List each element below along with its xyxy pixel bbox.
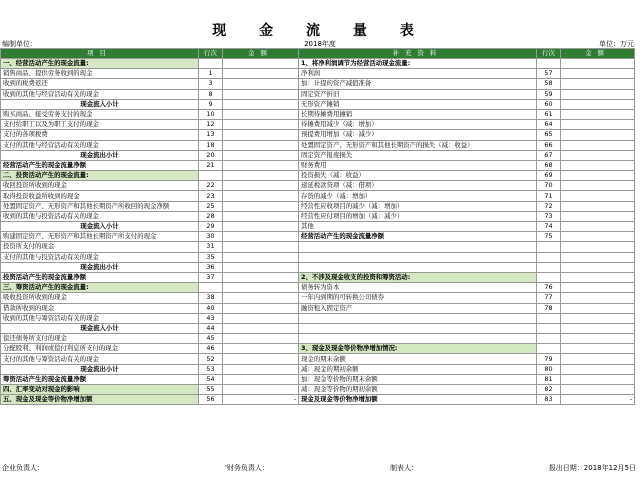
row-supplement-line: 73 xyxy=(537,211,561,221)
row-supplement-label: 递延税款贷项（减：借项） xyxy=(299,181,537,191)
row-supplement-label xyxy=(299,313,537,323)
row-item-label: 支付的其他与经营活动有关的现金 xyxy=(1,140,199,150)
row-supplement-amount xyxy=(561,232,635,242)
row-line-number: 25 xyxy=(199,201,223,211)
row-supplement-line: 66 xyxy=(537,140,561,150)
row-item-label: 支付的其他与投资活动有关的现金 xyxy=(1,252,199,262)
row-amount xyxy=(223,364,299,374)
table-row xyxy=(1,99,635,109)
row-item-label: 偿还债务所支付的现金 xyxy=(1,334,199,344)
row-amount xyxy=(223,160,299,170)
row-supplement-line: 77 xyxy=(537,293,561,303)
row-line-number: 38 xyxy=(199,293,223,303)
row-supplement-line xyxy=(537,262,561,272)
row-supplement-amount xyxy=(561,160,635,170)
row-supplement-label: 存货的减少（减：增加） xyxy=(299,191,537,201)
row-item-label: 现金流入小计 xyxy=(1,323,199,333)
row-amount xyxy=(223,89,299,99)
row-item-label: 现金流出小计 xyxy=(1,262,199,272)
currency-unit: 单位：万元 xyxy=(599,40,634,48)
row-supplement-line: 80 xyxy=(537,364,561,374)
row-item-label: 取得投资收益所收到的现金 xyxy=(1,191,199,201)
table-row xyxy=(1,313,635,323)
row-amount xyxy=(223,293,299,303)
row-supplement-label xyxy=(299,262,537,272)
row-supplement-line xyxy=(537,59,561,69)
row-amount xyxy=(223,222,299,232)
row-supplement-line xyxy=(537,252,561,262)
row-supplement-label: 其他 xyxy=(299,222,537,232)
row-amount xyxy=(223,283,299,293)
row-item-label: 现金流出小计 xyxy=(1,364,199,374)
row-line-number: 36 xyxy=(199,262,223,272)
row-supplement-amount xyxy=(561,303,635,313)
row-line-number: 30 xyxy=(199,232,223,242)
table-row xyxy=(1,201,635,211)
row-amount xyxy=(223,140,299,150)
row-supplement-label: 固定资产折旧 xyxy=(299,89,537,99)
row-supplement-line: 65 xyxy=(537,130,561,140)
row-supplement-line: 74 xyxy=(537,222,561,232)
row-supplement-line: 57 xyxy=(537,69,561,79)
row-supplement-line: 81 xyxy=(537,374,561,384)
row-line-number: 43 xyxy=(199,313,223,323)
table-row xyxy=(1,130,635,140)
head-label: 企业负责人： xyxy=(2,464,44,472)
row-amount xyxy=(223,272,299,282)
row-item-label: 收到的其他与投资活动有关的现金 xyxy=(1,211,199,221)
row-supplement-label: 长期待摊费用摊销 xyxy=(299,109,537,119)
row-item-label: 购买商品、接受劳务支付的现金 xyxy=(1,109,199,119)
row-supplement-label: 无形资产摊销 xyxy=(299,99,537,109)
row-item-label: 投资所支付的现金 xyxy=(1,242,199,252)
row-amount xyxy=(223,150,299,160)
row-supplement-amount xyxy=(561,242,635,252)
row-supplement-label: 加：现金等价物的期末余额 xyxy=(299,374,537,384)
row-line-number: 23 xyxy=(199,191,223,201)
row-supplement-label: 融资租入固定资产 xyxy=(299,303,537,313)
row-item-label: 现金流入小计 xyxy=(1,222,199,232)
row-supplement-label: 经营活动产生的现金流量净额 xyxy=(299,232,537,242)
table-row xyxy=(1,262,635,272)
row-supplement-label: 经营性应收项目的减少（减：增加） xyxy=(299,201,537,211)
table-row xyxy=(1,150,635,160)
row-line-number: 1 xyxy=(199,69,223,79)
row-supplement-line xyxy=(537,323,561,333)
row-line-number: 35 xyxy=(199,252,223,262)
row-supplement-amount xyxy=(561,69,635,79)
row-supplement-line: 68 xyxy=(537,160,561,170)
row-supplement-label: 1、将净利润调节为经营活动现金流量: xyxy=(299,59,537,69)
row-supplement-line: 76 xyxy=(537,283,561,293)
row-supplement-label: 减：现金等价物的期初余额 xyxy=(299,385,537,395)
table-row xyxy=(1,303,635,313)
row-line-number: 9 xyxy=(199,99,223,109)
row-amount xyxy=(223,99,299,109)
row-supplement-line: 79 xyxy=(537,354,561,364)
row-amount xyxy=(223,354,299,364)
row-line-number: 8 xyxy=(199,89,223,99)
row-line-number: 53 xyxy=(199,364,223,374)
row-line-number: 40 xyxy=(199,303,223,313)
row-amount xyxy=(223,59,299,69)
row-supplement-label: 预提费用增加（减：减少） xyxy=(299,130,537,140)
row-line-number: 13 xyxy=(199,130,223,140)
header-item: 项目 xyxy=(1,49,199,59)
row-supplement-line: 58 xyxy=(537,79,561,89)
row-supplement-amount xyxy=(561,385,635,395)
row-supplement-line: 60 xyxy=(537,99,561,109)
row-item-label: 收到的其他与经营活动有关的现金 xyxy=(1,89,199,99)
row-supplement-label: 财务费用 xyxy=(299,160,537,170)
row-amount xyxy=(223,69,299,79)
company-label: 编制单位: xyxy=(2,40,33,48)
row-supplement-line: 59 xyxy=(537,89,561,99)
row-line-number xyxy=(199,283,223,293)
row-item-label: 吸收投资所收到的现金 xyxy=(1,293,199,303)
row-line-number: 10 xyxy=(199,109,223,119)
row-supplement-amount xyxy=(561,150,635,160)
row-amount xyxy=(223,120,299,130)
row-supplement-line: 78 xyxy=(537,303,561,313)
row-supplement-label: 处置固定资产、无形资产和其他长期资产的损失（减：收益） xyxy=(299,140,537,150)
row-item-label: 借款所收到的现金 xyxy=(1,303,199,313)
row-supplement-amount xyxy=(561,59,635,69)
row-item-label: 投资活动产生的现金流量净额 xyxy=(1,272,199,282)
finance-label: '财务负责人： xyxy=(225,464,269,472)
row-amount xyxy=(223,171,299,181)
row-supplement-line xyxy=(537,313,561,323)
row-supplement-label: 债务转为资本 xyxy=(299,283,537,293)
row-supplement-amount xyxy=(561,120,635,130)
row-amount xyxy=(223,344,299,354)
row-line-number: 55 xyxy=(199,385,223,395)
cash-flow-table xyxy=(0,48,635,405)
header-supplement: 补充资料 xyxy=(299,49,537,59)
row-supplement-amount xyxy=(561,222,635,232)
row-item-label: 三、筹资活动产生的现金流量: xyxy=(1,283,199,293)
header-line: 行次 xyxy=(199,49,223,59)
row-item-label: 支付的其他与筹资活动有关的现金 xyxy=(1,354,199,364)
row-supplement-line: 70 xyxy=(537,181,561,191)
row-supplement-line: 67 xyxy=(537,150,561,160)
row-supplement-line xyxy=(537,334,561,344)
header-amount-right: 金额 xyxy=(561,49,635,59)
row-supplement-amount xyxy=(561,171,635,181)
row-supplement-label: 减：现金的期初余额 xyxy=(299,364,537,374)
row-supplement-amount xyxy=(561,89,635,99)
row-item-label: 处置固定资产、无形资产和其他长期资产所收回的现金净额 xyxy=(1,201,199,211)
row-supplement-amount xyxy=(561,323,635,333)
row-amount xyxy=(223,201,299,211)
row-supplement-amount xyxy=(561,211,635,221)
row-supplement-label xyxy=(299,323,537,333)
row-line-number: 12 xyxy=(199,120,223,130)
row-line-number: 21 xyxy=(199,160,223,170)
row-item-label: 收回投资所收到的现金 xyxy=(1,181,199,191)
row-line-number: 46 xyxy=(199,344,223,354)
header-amount: 金额 xyxy=(223,49,299,59)
row-item-label: 四、汇率变动对现金的影响 xyxy=(1,385,199,395)
row-amount: - xyxy=(223,395,299,405)
row-item-label: 二、投资活动产生的现金流量: xyxy=(1,171,199,181)
row-line-number: 44 xyxy=(199,323,223,333)
row-supplement-line xyxy=(537,344,561,354)
table-row xyxy=(1,395,635,405)
row-supplement-label xyxy=(299,334,537,344)
row-item-label: 筹资活动产生的现金流量净额 xyxy=(1,374,199,384)
row-supplement-amount xyxy=(561,364,635,374)
row-supplement-label: 投资损失（减：收益） xyxy=(299,171,537,181)
row-amount xyxy=(223,262,299,272)
row-line-number: 45 xyxy=(199,334,223,344)
table-row xyxy=(1,323,635,333)
table-row xyxy=(1,160,635,170)
table-row xyxy=(1,120,635,130)
row-line-number: 18 xyxy=(199,140,223,150)
row-supplement-label xyxy=(299,252,537,262)
table-row xyxy=(1,79,635,89)
table-row xyxy=(1,232,635,242)
table-row xyxy=(1,222,635,232)
table-row xyxy=(1,283,635,293)
table-row xyxy=(1,191,635,201)
row-supplement-amount xyxy=(561,344,635,354)
row-item-label: 收到的税费返还 xyxy=(1,79,199,89)
header-line-right: 行次 xyxy=(537,49,561,59)
table-row xyxy=(1,364,635,374)
row-line-number: 37 xyxy=(199,272,223,282)
row-amount xyxy=(223,313,299,323)
row-supplement-amount xyxy=(561,191,635,201)
row-amount xyxy=(223,242,299,252)
row-item-label: 一、经营活动产生的现金流量: xyxy=(1,59,199,69)
report-year: 2018年度 xyxy=(304,40,336,48)
row-amount xyxy=(223,130,299,140)
row-supplement-line: 75 xyxy=(537,232,561,242)
row-supplement-amount xyxy=(561,262,635,272)
row-supplement-label: 现金及现金等价物净增加额 xyxy=(299,395,537,405)
table-row xyxy=(1,181,635,191)
table-row xyxy=(1,252,635,262)
row-supplement-label: 净利润 xyxy=(299,69,537,79)
row-supplement-label: 3、现金及现金等价物净增加情况: xyxy=(299,344,537,354)
row-supplement-label: 一年内到期的可转换公司债券 xyxy=(299,293,537,303)
row-supplement-amount xyxy=(561,252,635,262)
row-supplement-amount xyxy=(561,354,635,364)
row-supplement-line: 61 xyxy=(537,109,561,119)
row-supplement-amount xyxy=(561,201,635,211)
row-supplement-line: 71 xyxy=(537,191,561,201)
row-amount xyxy=(223,109,299,119)
row-amount xyxy=(223,232,299,242)
table-row xyxy=(1,334,635,344)
row-item-label: 销售商品、提供劳务收到的现金 xyxy=(1,69,199,79)
row-supplement-line: 83 xyxy=(537,395,561,405)
row-amount xyxy=(223,252,299,262)
table-row xyxy=(1,293,635,303)
row-line-number xyxy=(199,59,223,69)
row-supplement-amount xyxy=(561,272,635,282)
row-supplement-line: 64 xyxy=(537,120,561,130)
row-line-number: 52 xyxy=(199,354,223,364)
row-supplement-amount xyxy=(561,109,635,119)
row-supplement-line: 72 xyxy=(537,201,561,211)
row-line-number: 3 xyxy=(199,79,223,89)
table-row xyxy=(1,59,635,69)
row-item-label: 分配股利、利润或偿付利息所支付的现金 xyxy=(1,344,199,354)
row-supplement-amount xyxy=(561,99,635,109)
row-item-label: 经营活动产生的现金流量净额 xyxy=(1,160,199,170)
row-amount xyxy=(223,181,299,191)
row-line-number: 29 xyxy=(199,222,223,232)
row-amount xyxy=(223,374,299,384)
table-row xyxy=(1,242,635,252)
row-line-number: 56 xyxy=(199,395,223,405)
table-row xyxy=(1,385,635,395)
row-amount xyxy=(223,211,299,221)
table-row xyxy=(1,171,635,181)
row-amount xyxy=(223,385,299,395)
table-row xyxy=(1,374,635,384)
table-row xyxy=(1,272,635,282)
row-supplement-amount xyxy=(561,334,635,344)
row-supplement-label: 加：计提的资产减值准备 xyxy=(299,79,537,89)
row-line-number: 31 xyxy=(199,242,223,252)
table-header-row xyxy=(1,49,635,59)
row-supplement-amount xyxy=(561,140,635,150)
table-row xyxy=(1,211,635,221)
row-item-label: 五、现金及现金等价物净增加额 xyxy=(1,395,199,405)
row-supplement-amount: - xyxy=(561,395,635,405)
row-item-label: 支付给职工以及为职工支付的现金 xyxy=(1,120,199,130)
row-supplement-line: 69 xyxy=(537,171,561,181)
row-supplement-line xyxy=(537,272,561,282)
row-supplement-line: 82 xyxy=(537,385,561,395)
row-amount xyxy=(223,303,299,313)
report-date: 报出日期：2018年12月5日 xyxy=(548,464,636,472)
row-supplement-line xyxy=(537,242,561,252)
table-row xyxy=(1,140,635,150)
row-line-number: 20 xyxy=(199,150,223,160)
row-supplement-label: 经营性应付项目的增加（减：减少） xyxy=(299,211,537,221)
row-amount xyxy=(223,334,299,344)
row-item-label: 收到的其他与筹资活动有关的现金 xyxy=(1,313,199,323)
row-amount xyxy=(223,79,299,89)
maker-label: 制表人： xyxy=(390,464,418,472)
signature-footer xyxy=(0,463,640,473)
row-supplement-amount xyxy=(561,374,635,384)
row-supplement-label xyxy=(299,242,537,252)
row-supplement-label: 待摊费用减少（减：增加） xyxy=(299,120,537,130)
row-supplement-amount xyxy=(561,283,635,293)
row-item-label: 现金流入小计 xyxy=(1,99,199,109)
row-item-label: 支付的各项税费 xyxy=(1,130,199,140)
row-item-label: 现金流出小计 xyxy=(1,150,199,160)
table-row xyxy=(1,89,635,99)
row-supplement-amount xyxy=(561,130,635,140)
table-row xyxy=(1,69,635,79)
row-supplement-label: 2、不涉及现金收支的投资和筹资活动: xyxy=(299,272,537,282)
row-line-number xyxy=(199,171,223,181)
row-amount xyxy=(223,323,299,333)
row-supplement-amount xyxy=(561,79,635,89)
table-row xyxy=(1,109,635,119)
row-supplement-amount xyxy=(561,313,635,323)
row-amount xyxy=(223,191,299,201)
row-supplement-amount xyxy=(561,181,635,191)
row-line-number: 54 xyxy=(199,374,223,384)
row-line-number: 28 xyxy=(199,211,223,221)
table-row xyxy=(1,354,635,364)
row-supplement-amount xyxy=(561,293,635,303)
table-row xyxy=(1,344,635,354)
page-title: 现 金 流 量 表 xyxy=(212,23,428,39)
row-item-label: 购建固定资产、无形资产和其他长期资产所支付的现金 xyxy=(1,232,199,242)
row-supplement-label: 现金的期末余额 xyxy=(299,354,537,364)
row-line-number: 22 xyxy=(199,181,223,191)
row-supplement-label: 固定资产报废损失 xyxy=(299,150,537,160)
